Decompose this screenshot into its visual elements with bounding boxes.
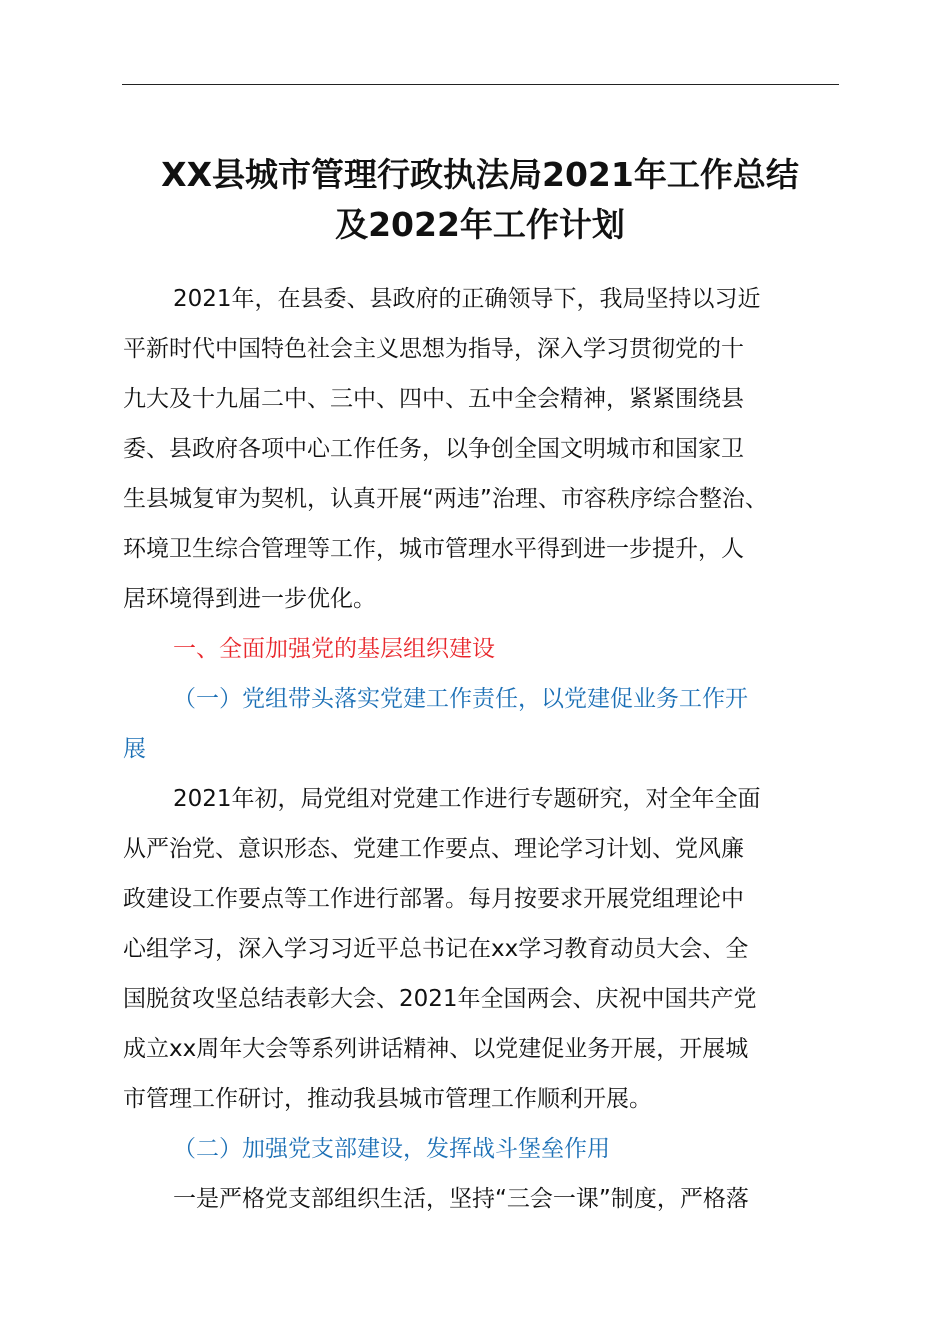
section-heading-1: 一、全面加强党的基层组织建设 [173,636,495,662]
subheading-2: （二）加强党支部建设，发挥战斗堡垒作用 [173,1136,610,1162]
header-rule [122,84,839,85]
paragraph-2-line: 从严治党、意识形态、党建工作要点、理论学习计划、党风廉 [123,836,744,862]
paragraph-2-line: 政建设工作要点等工作进行部署。每月按要求开展党组理论中 [123,886,744,912]
paragraph-1-line: 2021年，在县委、县政府的正确领导下，我局坚持以习近 [173,286,761,312]
paragraph-2-line: 成立xx周年大会等系列讲话精神、以党建促业务开展，开展城 [123,1036,749,1062]
subheading-1-line: （一）党组带头落实党建工作责任，以党建促业务工作开 [173,686,748,712]
paragraph-1-line: 委、县政府各项中心工作任务，以争创全国文明城市和国家卫 [123,436,744,462]
document-title-line-1: XX县城市管理行政执法局2021年工作总结 [161,155,799,194]
paragraph-1-line: 平新时代中国特色社会主义思想为指导，深入学习贯彻党的十 [123,336,744,362]
paragraph-2-line: 心组学习，深入学习习近平总书记在xx学习教育动员大会、全 [123,936,749,962]
paragraph-2-line: 国脱贫攻坚总结表彰大会、2021年全国两会、庆祝中国共产党 [123,986,757,1012]
subheading-1-line: 展 [123,736,146,762]
paragraph-3-line: 一是严格党支部组织生活，坚持“三会一课”制度，严格落 [173,1186,749,1212]
document-title-line-2: 及2022年工作计划 [335,205,625,244]
paragraph-1-line: 生县城复审为契机，认真开展“两违”治理、市容秩序综合整治、 [123,486,768,512]
paragraph-2-line: 2021年初，局党组对党建工作进行专题研究，对全年全面 [173,786,761,812]
paragraph-1-line: 居环境得到进一步优化。 [123,586,376,612]
paragraph-2-line: 市管理工作研讨，推动我县城市管理工作顺利开展。 [123,1086,652,1112]
paragraph-1-line: 环境卫生综合管理等工作，城市管理水平得到进一步提升，人 [123,536,744,562]
paragraph-1-line: 九大及十九届二中、三中、四中、五中全会精神，紧紧围绕县 [123,386,744,412]
